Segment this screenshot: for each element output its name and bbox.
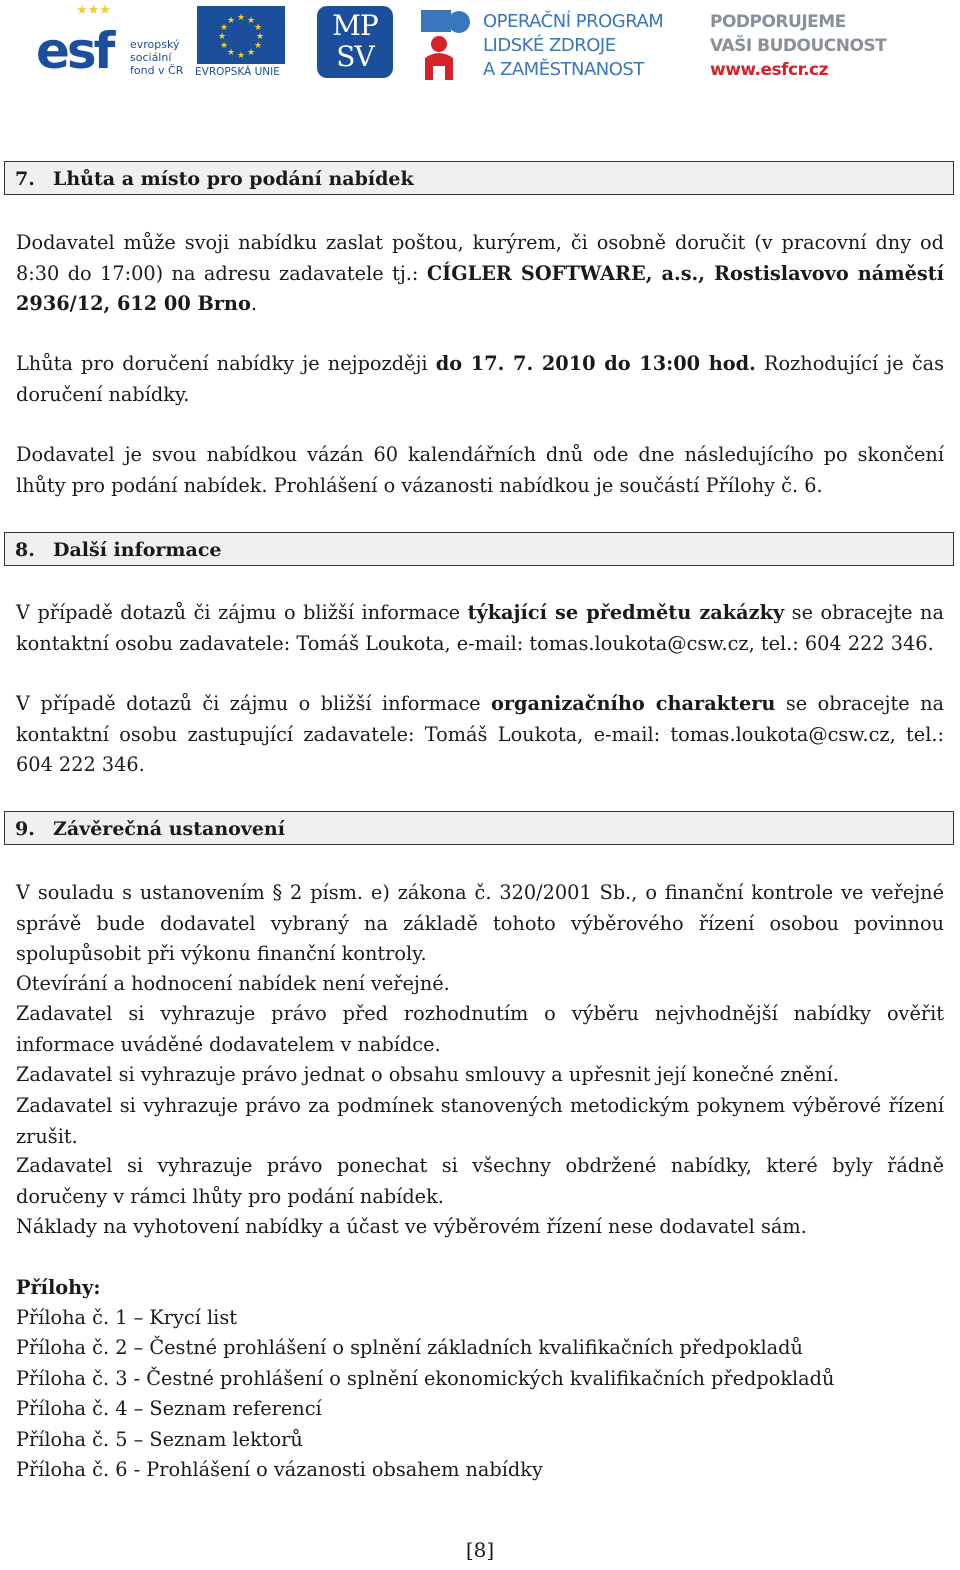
eu-flag-icon [197,6,285,64]
text-run: . [250,292,257,315]
section-9-paragraph: Zadavatel si vyhrazuje právo za podmínek stanovených metodickým pokynem výběrové řízení zrušit. [16,1094,944,1148]
op-logo-line: LIDSKÉ ZDROJE [483,35,616,56]
attachments-heading [16,1273,101,1304]
section-number: 8. [15,539,35,561]
mpsv-logo [317,6,393,78]
attachment-item: Příloha č. 5 – Seznam lektorů [16,1428,303,1451]
eu-caption: EVROPSKÁ UNIE [195,66,280,78]
page-header [0,0,960,90]
attachments-heading-text: Přílohy: [16,1276,101,1299]
section-number: 9. [15,818,35,840]
section-8-paragraph-organization [16,689,944,781]
organization-bold: organizačního charakteru [491,692,776,715]
section-7-paragraph-binding: Dodavatel je svou nabídkou vázán 60 kalendářních dnů ode dne následujícího po skončení lhůty pro podání nabídek. Prohlášení o vázanosti nabídkou je součástí Přílohy č. 6. [16,443,944,497]
section-9-paragraph: Zadavatel si vyhrazuje právo jednat o obsahu smlouvy a upřesnit její konečné znění. [16,1063,839,1086]
svg-text:★: ★ [226,16,236,26]
section-title: Závěrečná ustanovení [53,818,285,840]
mpsv-logo-line: SV [336,40,374,73]
op-logo-line: OPERAČNÍ PROGRAM [483,11,664,32]
text-run: se obracejte na kontaktní osobu zastupující zadavatele: Tomáš Loukota, e-mail: tomas.loukota@csw.cz, tel.: 604 222 346. [16,692,944,776]
svg-text:★: ★ [236,51,246,61]
svg-text:★: ★ [236,13,246,23]
attachment-item: Příloha č. 3 - Čestné prohlášení o splnění ekonomických kvalifikačních předpokladů [16,1367,835,1390]
section-7-paragraph-address [16,228,944,320]
mpsv-logo-text [325,10,385,72]
svg-text:★: ★ [246,48,256,58]
esf-logo-line: sociální [130,51,172,64]
op-people-icon [421,8,473,80]
support-slogan [710,10,886,82]
svg-text:★: ★ [219,41,229,51]
text-run: V případě dotazů či zájmu o bližší informace [16,692,491,715]
text-run: se obracejte na kontaktní osobu zadavatele: Tomáš Loukota, e-mail: tomas.loukota@csw.cz, tel.: 604 222 346. [16,601,944,655]
section-title: Lhůta a místo pro podání nabídek [53,168,414,190]
attachment-item: Příloha č. 6 - Prohlášení o vázanosti obsahem nabídky [16,1458,543,1481]
esf-logo [36,4,186,80]
text-run: Rozhodující je čas doručení nabídky. [16,352,945,406]
svg-text:★: ★ [246,16,256,26]
section-9-paragraph: Náklady na vyhotovení nabídky a účast ve výběrovém řízení nese dodavatel sám. [16,1215,807,1238]
support-url: www.esfcr.cz [710,60,828,80]
section-title: Další informace [53,539,222,561]
subject-bold: týkající se předmětu zakázky [467,601,785,624]
section-7-paragraph-deadline [16,349,944,410]
svg-text:★: ★ [253,41,263,51]
svg-text:★: ★ [255,32,265,42]
page-number: [8] [465,1538,495,1562]
address-bold: CÍGLER SOFTWARE, a.s., Rostislavovo náměstí 2936/12, 612 00 Brno [16,261,944,315]
text-run: V případě dotazů či zájmu o bližší informace [16,601,468,624]
section-9-paragraph: Otevírání a hodnocení nabídek není veřejné. [16,972,450,995]
svg-text:★: ★ [217,32,227,42]
esf-stars-icon: ★★★ [76,3,111,18]
section-8-paragraph-subject [16,598,944,659]
attachment-item: Příloha č. 2 – Čestné prohlášení o splnění základních kvalifikačních předpokladů [16,1336,803,1359]
mpsv-logo-line: MP [332,9,378,42]
text-run: Dodavatel může svoji nabídku zaslat poštou, kurýrem, či osobně doručit (v pracovní dny od 8:30 do 17:00) na adresu zadavatele tj.: [16,231,944,285]
support-line: VAŠI BUDOUCNOST [710,36,887,56]
svg-text:★: ★ [219,23,229,33]
svg-text:★: ★ [226,48,236,58]
section-number: 7. [15,168,35,190]
text-run: Lhůta pro doručení nabídky je nejpozději [16,352,436,375]
esf-logo-line: evropský [130,38,180,51]
section-9-header [4,811,954,845]
section-7-header [4,161,954,195]
section-9-paragraph: Zadavatel si vyhrazuje právo ponechat si všechny obdržené nabídky, které byly řádně doručeny v rámci lhůty pro podání nabídek. [16,1154,944,1208]
section-9-paragraph: V souladu s ustanovením § 2 písm. e) zákona č. 320/2001 Sb., o finanční kontrole ve veřejné správě bude dodavatel vybraný na základě tohoto výběrového řízení osobou povinnou spolupůsobit při výkonu finanční kontroly. [16,881,944,965]
esf-logo-line: fond v ČR [130,64,184,77]
op-logo-text [483,10,663,82]
esf-logo-text [130,38,183,77]
section-9-paragraph: Zadavatel si vyhrazuje právo před rozhodnutím o výběru nejvhodnější nabídky ověřit informace uváděné dodavatelem v nabídce. [16,1002,944,1056]
section-8-header [4,532,954,566]
svg-text:★: ★ [253,23,263,33]
eu-stars-icon [197,6,285,64]
attachment-item: Příloha č. 1 – Krycí list [16,1306,237,1329]
op-logo-line: A ZAMĚSTNANOST [483,59,644,80]
deadline-bold: do 17. 7. 2010 do 13:00 hod. [435,352,756,375]
attachment-item: Příloha č. 4 – Seznam referencí [16,1397,322,1420]
esf-logo-word: esf [36,22,113,80]
support-line: PODPORUJEME [710,12,846,32]
